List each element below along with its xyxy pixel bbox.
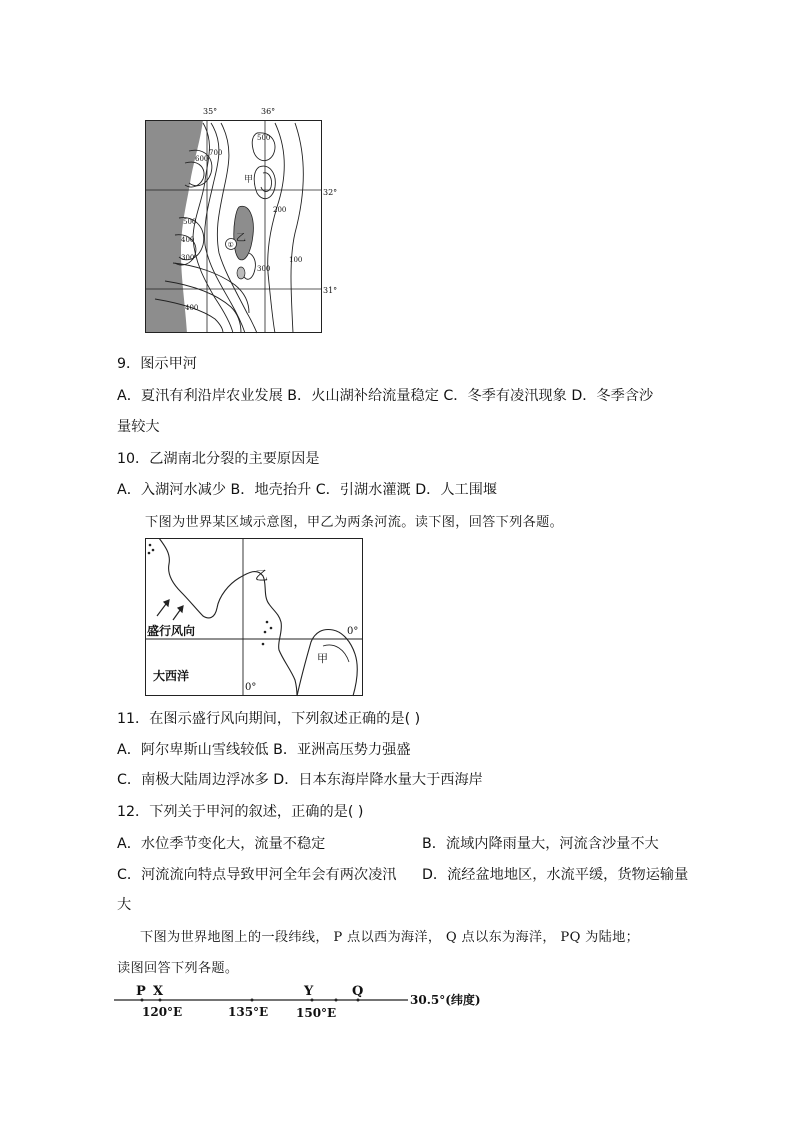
q12-option-a: A．水位季节变化大，流量不稳定 <box>117 836 326 852</box>
tick-135e: 135°E <box>228 1005 269 1019</box>
contour-label: 300 <box>181 254 195 262</box>
region-map <box>145 538 365 698</box>
q10-stem: 10．乙湖南北分裂的主要原因是 <box>117 451 320 467</box>
tick-120e: 120°E <box>142 1005 183 1019</box>
wind-label: 盛行风向 <box>147 624 196 638</box>
latline-intro-line1: 下图为世界地图上的一段纬线， P 点以西为海洋， Q 点以东为海洋， PQ 为陆地； <box>140 930 640 945</box>
lat-label: 31° <box>323 286 338 295</box>
q9-stem: 9．图示甲河 <box>117 356 197 372</box>
marker-label: ① <box>227 241 234 249</box>
equator-label: 0° <box>347 626 359 637</box>
lon-label: 35° <box>203 107 218 116</box>
q11-options-line2: C．南极大陆周边浮冰多 D．日本东海岸降水量大于西海岸 <box>117 772 483 788</box>
contour-label: 500 <box>183 218 197 226</box>
point-x: X <box>153 984 164 999</box>
q9-options-line1: A．夏汛有利沿岸农业发展 B．火山湖补给流量稳定 C．冬季有凌汛现象 D．冬季含沙 <box>117 388 654 404</box>
point-y: Y <box>304 984 314 999</box>
latitude-line-diagram <box>112 980 532 1025</box>
point-p: P <box>136 984 146 999</box>
contour-label: 200 <box>273 206 287 214</box>
contour-label: 500 <box>257 134 271 142</box>
contour-label: 400 <box>185 304 199 312</box>
point-q: Q <box>352 984 364 999</box>
lake-yi-label: 乙 <box>236 233 246 244</box>
q11-options-line1: A．阿尔卑斯山雪线较低 B．亚洲高压势力强盛 <box>117 742 411 758</box>
contour-label: 400 <box>181 236 195 244</box>
contour-label: 600 <box>195 155 209 163</box>
q9-options-line2: 量较大 <box>117 419 160 435</box>
contour-label: 300 <box>257 265 271 273</box>
ocean-label: 大西洋 <box>153 669 190 683</box>
latitude-label: 30.5°(纬度) <box>410 993 481 1007</box>
river-jia-label: 甲 <box>317 652 328 665</box>
contour-label: 700 <box>209 149 223 157</box>
contour-label: 100 <box>289 256 303 264</box>
lon-label: 36° <box>261 107 276 116</box>
tick-150e: 150°E <box>296 1006 337 1020</box>
contour-map <box>145 103 345 343</box>
latline-intro-line2: 读图回答下列各题。 <box>117 961 239 976</box>
river-jia-label: 甲 <box>244 175 254 185</box>
q10-options: A．入湖河水减少 B．地壳抬升 C．引湖水灌溉 D．人工围堰 <box>117 482 498 498</box>
q11-stem: 11．在图示盛行风向期间，下列叙述正确的是( ) <box>117 711 421 727</box>
q12-option-c: C．河流流向特点导致甲河全年会有两次凌汛 <box>117 867 397 883</box>
q12-option-d: D．流经盆地地区，水流平缓，货物运输量 <box>422 867 689 883</box>
river-yi-label: 乙 <box>255 569 269 584</box>
q12-stem: 12．下列关于甲河的叙述，正确的是( ) <box>117 804 364 820</box>
prime-meridian-label: 0° <box>245 682 257 693</box>
lat-label: 32° <box>323 188 338 197</box>
q12-option-d-cont: 大 <box>117 897 132 913</box>
q12-option-b: B．流域内降雨量大，河流含沙量不大 <box>422 836 659 852</box>
map2-intro: 下图为世界某区域示意图，甲乙为两条河流。读下图，回答下列各题。 <box>145 515 564 530</box>
